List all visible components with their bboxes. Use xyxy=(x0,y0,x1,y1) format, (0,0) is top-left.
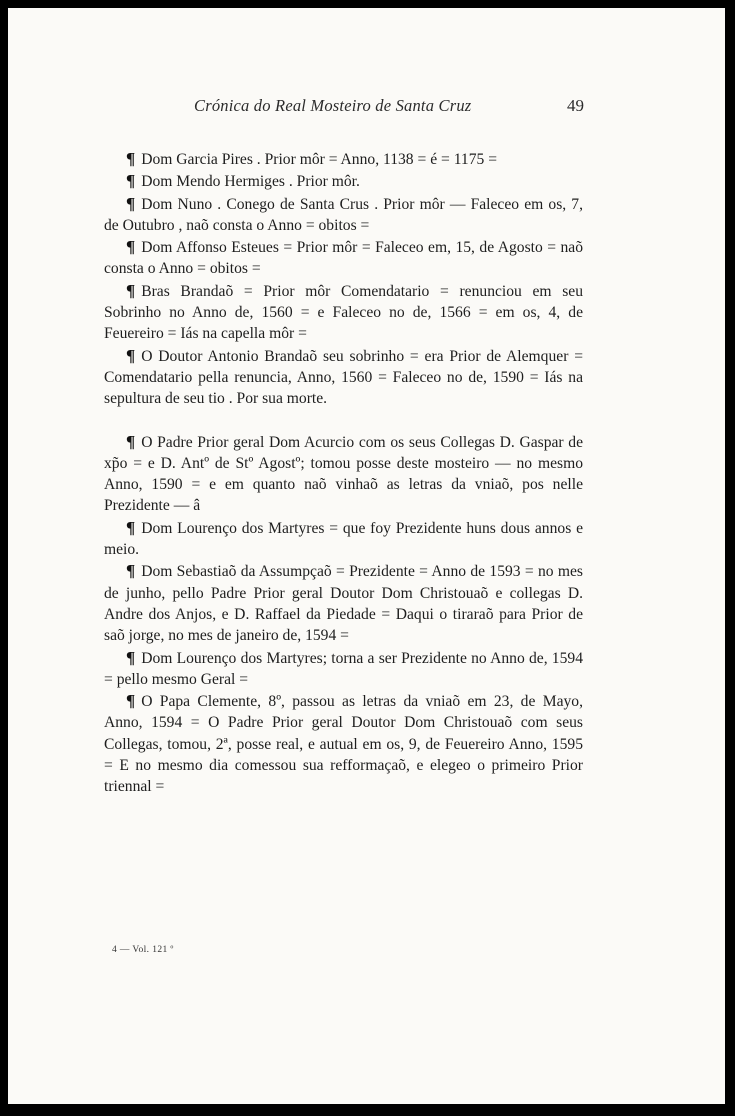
pilcrow-icon: ¶ xyxy=(126,345,136,365)
paragraph-text: Dom Mendo Hermiges . Prior môr. xyxy=(141,173,360,191)
paragraph-2 xyxy=(104,170,583,192)
paragraph-text: Dom Nuno . Conego de Santa Crus . Prior môr — Faleceo em os, 7, de Outubro , naõ consta o Anno = obitos = xyxy=(104,195,583,234)
pilcrow-icon: ¶ xyxy=(126,171,136,191)
pilcrow-icon: ¶ xyxy=(126,193,136,213)
book-page xyxy=(8,8,725,1104)
pilcrow-icon: ¶ xyxy=(126,431,136,451)
pilcrow-icon: ¶ xyxy=(126,647,136,667)
pilcrow-icon: ¶ xyxy=(126,237,136,257)
paragraph-6 xyxy=(104,345,583,410)
paragraph-7 xyxy=(104,431,583,517)
paragraph-text: Dom Lourenço dos Martyres; torna a ser Prezidente no Anno de, 1594 = pello mesmo Geral = xyxy=(104,649,583,688)
page-header xyxy=(8,96,725,120)
paragraph-text: Dom Sebastiaõ da Assumpçaõ = Prezidente = Anno de 1593 = no mes de junho, pello Padre Prior geral Doutor Dom Christouaõ e collegas D. Andre dos Anjos, e D. Raffael da Piedade = Daqui o tiraraõ para Prior de saõ jorge, no mes de janeiro de, 1594 = xyxy=(104,563,583,645)
paragraph-4 xyxy=(104,236,583,280)
pilcrow-icon: ¶ xyxy=(126,691,136,711)
paragraph-11 xyxy=(104,690,583,797)
page-number: 49 xyxy=(567,96,584,115)
paragraph-text: O Papa Clemente, 8º, passou as letras da vniaõ em 23, de Mayo, Anno, 1594 = O Padre Prior geral Doutor Dom Christouaõ com seus Collegas, tomou, 2ª, posse real, e autual em os, 9, de Feuereiro Anno, 1595 = E no mesmo dia comessou sua refformaçaõ, e elegeo o primeiro Prior triennal = xyxy=(104,693,583,796)
pilcrow-icon: ¶ xyxy=(126,517,136,537)
paragraph-9 xyxy=(104,560,583,646)
pilcrow-icon: ¶ xyxy=(126,280,136,300)
paragraph-text: O Padre Prior geral Dom Acurcio com os seus Collegas D. Gaspar de xp̃o = e D. Antº de Stº Agostº; tomou posse deste mosteiro — no mesmo Anno, 1590 = e em quanto naõ vinhaõ as letras da vniaõ, pos nelle Prezidente — â xyxy=(104,433,583,515)
pilcrow-icon: ¶ xyxy=(126,149,136,168)
paragraph-text: Dom Garcia Pires . Prior môr = Anno, 1138 = é = 1175 = xyxy=(141,151,498,168)
pilcrow-icon: ¶ xyxy=(126,561,136,581)
paragraph-3 xyxy=(104,193,583,237)
paragraph-10 xyxy=(104,647,583,691)
printer-signature: 4 — Vol. 121 º xyxy=(112,945,174,955)
paragraph-5 xyxy=(104,280,583,345)
paragraph-text: Bras Brandaõ = Prior môr Comendatario = renunciou em seu Sobrinho no Anno de, 1560 = e Faleceo no de, 1566 = em os, 4, de Feuereiro = Iás na capella môr = xyxy=(104,282,583,343)
paragraph-8 xyxy=(104,517,583,561)
body-text xyxy=(104,148,583,798)
paragraph-text: O Doutor Antonio Brandaõ seu sobrinho = era Prior de Alemquer = Comendatario pella renuncia, Anno, 1560 = Faleceo no de, 1590 = Iás na sepultura de seu tio . Por sua morte. xyxy=(104,347,583,408)
paragraph-text: Dom Lourenço dos Martyres = que foy Prezidente huns dous annos e meio. xyxy=(104,519,583,559)
running-title: Crónica do Real Mosteiro de Santa Cruz xyxy=(194,96,472,115)
paragraph-text: Dom Affonso Esteues = Prior môr = Faleceo em, 15, de Agosto = naõ consta o Anno = obitos = xyxy=(104,239,583,278)
paragraph-1 xyxy=(104,148,583,170)
